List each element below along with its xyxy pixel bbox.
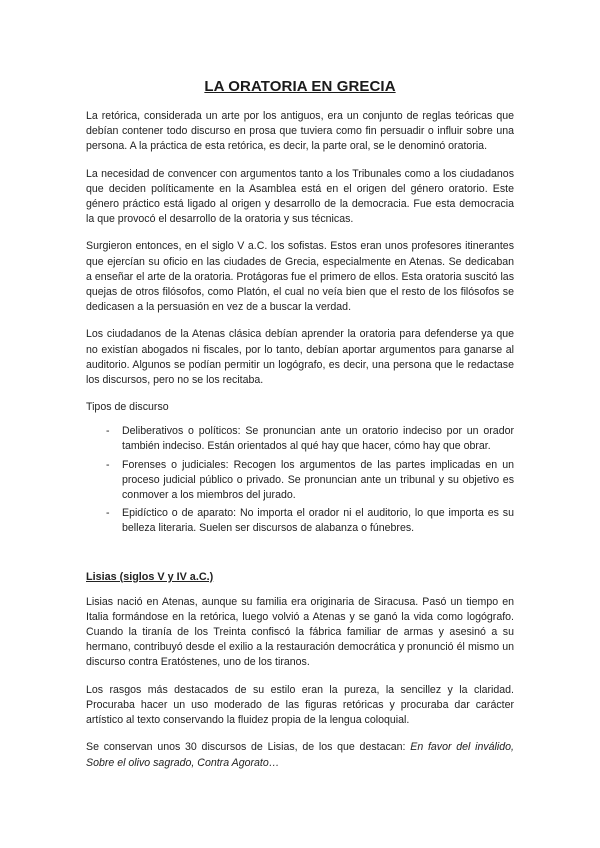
- paragraph-lisias-estilo: Los rasgos más destacados de su estilo eran la pureza, la sencillez y la claridad. Procuraba hacer un uso moderado de las figuras retóricas y procuraba dar carácter artístico al texto conservando la fluidez propia de la lengua coloquial.: [86, 683, 514, 727]
- bullet-dash: -: [106, 507, 110, 520]
- list-item-forenses: [106, 458, 514, 504]
- paragraph-lisias-discursos: [86, 740, 514, 770]
- paragraph-ciudadanos: Los ciudadanos de la Atenas clásica debían aprender la oratoria para defenderse ya que no existían abogados ni fiscales, por lo tanto, debían aportar argumentos para ganarse al auditorio. Algunos se podían permitir un logógrafo, es decir, una persona que le redactase los discursos, pero no se los recitaba.: [86, 328, 514, 387]
- document-title: LA ORATORIA EN GRECIA: [204, 78, 396, 95]
- types-heading: Tipos de discurso: [86, 401, 169, 414]
- list-item-text: Forenses o judiciales: Recogen los argumentos de las partes implicadas en un proceso judicial público o privado. Se pronuncian ante un tribunal y su objetivo es conmover a los miembros del jurado.: [122, 458, 514, 502]
- paragraph-sofistas: Surgieron entonces, en el siglo V a.C. los sofistas. Estos eran unos profesores itinerantes que ejercían su oficio en las ciudades de Grecia, especialmente en Atenas. Se dedicaban a enseñar el arte de la oratoria. Protágoras fue el primero de ellos. Esta oratoria suscitó las quejas de otros filósofos, como Platón, el cual no veía bien que el resto de los filósofos se dedicasen a la persuasión en vez de a buscar la verdad.: [86, 240, 514, 314]
- paragraph-retorica: La retórica, considerada un arte por los antiguos, era un conjunto de reglas teóricas que debían contener todo discurso en prosa que tuviera como fin persuadir o influir sobre una persona. A la práctica de esta retórica, es decir, la parte oral, se le denominó oratoria.: [86, 110, 514, 153]
- discursos-intro: Se conservan unos 30 discursos de Lisias, de los que destacan:: [86, 741, 411, 754]
- list-item-deliberativos: [106, 424, 514, 454]
- list-item-text: Deliberativos o políticos: Se pronuncian ante un oratorio indeciso por un orador también indeciso. Están orientados al qué hay que hacer, cómo hay que obrar.: [122, 425, 514, 453]
- list-item-text: Epidíctico o de aparato: No importa el orador ni el auditorio, lo que importa es su belleza literaria. Suelen ser discursos de alabanza o fúnebres.: [122, 507, 514, 535]
- paragraph-necesidad: La necesidad de convencer con argumentos tanto a los Tribunales como a los ciudadanos que deciden políticamente en la Asamblea está en el origen del género oratorio. Este género práctico está ligado al origen y desarrollo de la democracia. Fue esta democracia la que provocó el desarrollo de la oratoria y sus técnicas.: [86, 167, 514, 226]
- bullet-dash: -: [106, 425, 110, 438]
- bullet-dash: -: [106, 458, 110, 471]
- discursos-works: En favor del inválido, Sobre el olivo sagrado, Contra Agorato…: [86, 741, 514, 769]
- list-item-epidictico: [106, 506, 514, 536]
- paragraph-lisias-bio: Lisias nació en Atenas, aunque su familia era originaria de Siracusa. Pasó un tiempo en Italia formándose en la retórica, luego volvió a Atenas y se ganó la vida como logógrafo. Cuando la tiranía de los Treinta confiscó la fábrica familiar de armas y asesinó a su hermano, contribuyó desde el exilio a la restauración democrática y pronunció él mismo un discurso contra Eratóstenes, uno de los tiranos.: [86, 595, 514, 669]
- types-list: [86, 424, 514, 536]
- lisias-heading: Lisias (siglos V y IV a.C.): [86, 570, 214, 583]
